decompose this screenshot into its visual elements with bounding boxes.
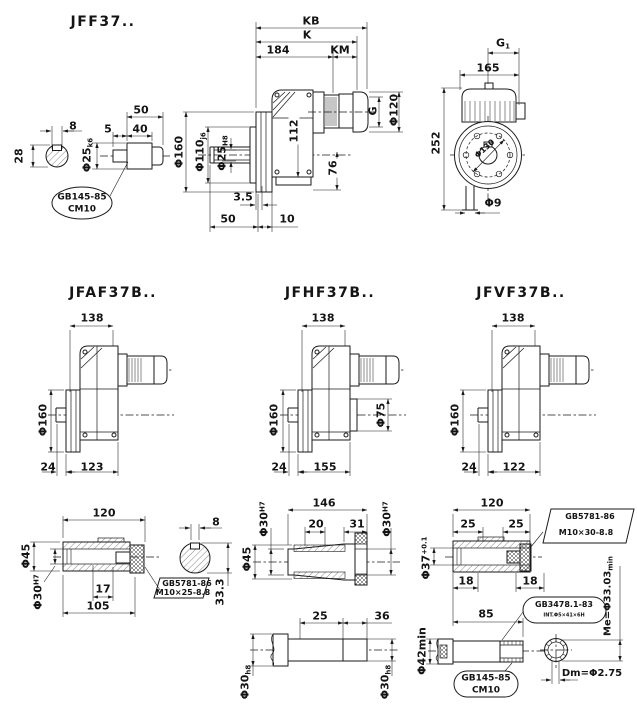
dim-label-76: 76: [326, 160, 340, 176]
dim-label-25-b: 25: [508, 517, 524, 531]
dim-label-18-b: 18: [522, 574, 538, 588]
dim-label-24-h: 24: [271, 460, 287, 474]
flag-bolt-line2: M10×25-8.8: [155, 588, 211, 597]
note-gb145-br-line2: CM10: [471, 685, 501, 696]
dim-label-dia75: Φ75: [374, 402, 388, 428]
tolerance-text: H7: [258, 501, 267, 513]
dim-label-138-v: 138: [501, 311, 525, 325]
dim-label-25-bm: 25: [312, 609, 328, 623]
dim-label-138-a: 138: [80, 311, 104, 325]
tolerance-text: h8: [244, 664, 253, 675]
dim-label-50-bottom: 50: [220, 212, 236, 226]
dim-label-5: 5: [104, 122, 112, 136]
dim-label-85: 85: [478, 607, 494, 621]
dim-label-dm: Dm=Φ2.75: [561, 668, 623, 679]
dim-label-146: 146: [312, 496, 336, 510]
dim-label-dia30h7-bl: [33, 574, 44, 609]
dim-label-24-v: 24: [461, 460, 477, 474]
dim-text: Φ37: [419, 554, 433, 580]
dim-text: Φ30: [31, 585, 45, 610]
title-jff37: JFF37..: [70, 14, 136, 30]
title-jfaf37b: JFAF37B..: [69, 285, 157, 301]
dim-label-dia42min: Φ42min: [415, 627, 429, 675]
dim-label-20: 20: [308, 517, 324, 531]
dim-text: Φ30: [257, 512, 271, 537]
dim-label-dia25k6: [81, 138, 94, 172]
dim-text: Me=Φ33.03: [602, 570, 614, 636]
note-gb145-line1: GB145-85: [57, 192, 107, 203]
dim-label-8-bl: 8: [212, 515, 220, 529]
dim-label-g1: [496, 37, 510, 50]
dim-label-kb: KB: [302, 14, 320, 28]
dim-label-155: 155: [313, 460, 337, 474]
dim-label-28: 28: [12, 148, 26, 164]
dim-label-dia160-h: Φ160: [267, 403, 281, 437]
dim-label-252: 252: [429, 131, 443, 155]
tolerance-text: h8: [384, 664, 393, 675]
dim-label-18-a: 18: [458, 574, 474, 588]
dim-label-122: 122: [502, 460, 526, 474]
dim-label-36: 36: [374, 609, 390, 623]
dim-label-25-a: 25: [460, 517, 476, 531]
tolerance-text: k6: [86, 137, 95, 148]
dim-label-17: 17: [95, 582, 111, 596]
tolerance-text: H7: [381, 501, 390, 513]
dim-label-g: G: [366, 106, 380, 116]
flag-bolt-line1: GB5781-86: [162, 579, 212, 588]
note-spline-line1: GB3478.1-83: [535, 600, 593, 609]
note-spline-line2: INT.Φ5×41×6H: [543, 612, 585, 619]
dim-text: Φ30: [380, 512, 394, 537]
dim-label-dia130: Φ130: [472, 137, 497, 160]
dim-label-8: 8: [69, 119, 77, 133]
dim-label-120-br: 120: [480, 496, 504, 510]
title-jfvf37b: JFVF37B..: [476, 285, 566, 301]
dim-label-dia160-main: Φ160: [172, 135, 186, 169]
dim-label-dia37: [421, 537, 432, 580]
dim-text: Φ30: [238, 674, 252, 700]
dim-label-k: K: [302, 28, 312, 42]
dim-label-3-5: 3.5: [233, 190, 253, 204]
dim-label-120-bl: 120: [92, 506, 116, 520]
note-gb145-br-line1: GB145-85: [461, 673, 511, 684]
dim-label-112: 112: [287, 119, 301, 143]
dim-label-dia30h7-left: [259, 501, 270, 536]
dim-label-dia9: Φ9: [484, 196, 502, 210]
tolerance-text: H7: [32, 574, 41, 586]
dim-text: Φ25: [215, 146, 229, 171]
dim-text: Φ25: [80, 147, 94, 173]
dim-label-138-h: 138: [311, 311, 335, 325]
tolerance-text: +0.1: [420, 536, 429, 555]
dim-label-123: 123: [80, 460, 104, 474]
dim-label-dia160-v: Φ160: [448, 403, 462, 437]
dim-label-dia30h8-right: [379, 665, 392, 700]
dim-label-40: 40: [132, 122, 148, 136]
dim-label-165: 165: [476, 61, 500, 75]
dim-label-km: KM: [330, 43, 350, 57]
dim-label-50: 50: [133, 103, 149, 117]
flag-bolt2-line1: GB5781-86: [565, 512, 615, 521]
tolerance-text: H8: [221, 135, 230, 147]
dim-label-31: 31: [349, 517, 365, 531]
dim-label-33-3: 33.3: [213, 578, 227, 606]
dim-label-dia25h8: [216, 135, 229, 170]
dim-label-dia160-a: Φ160: [36, 403, 50, 437]
dim-text: Φ110: [193, 139, 207, 172]
dim-label-me: [603, 556, 614, 636]
dim-label-105: 105: [86, 599, 110, 613]
tolerance-text: j6: [199, 132, 208, 140]
dim-text: G: [496, 36, 506, 50]
dim-label-dia30h7-right: [382, 501, 393, 536]
tolerance-text: min: [606, 556, 615, 571]
title-jfhf37b: JFHF37B..: [284, 285, 376, 301]
flag-bolt2-line2: M10×30-8.8: [558, 528, 614, 537]
dim-label-10: 10: [279, 212, 295, 226]
dim-text: Φ30: [378, 674, 392, 700]
dim-label-dia120: Φ120: [387, 93, 401, 127]
note-gb145-line2: CM10: [67, 204, 97, 215]
dim-label-dia110j6: [194, 132, 207, 172]
subscript-text: 1: [505, 42, 510, 51]
dim-label-184: 184: [266, 43, 290, 57]
dim-label-dia45-bm: Φ45: [240, 546, 254, 572]
dim-label-dia45-bl: Φ45: [19, 543, 33, 569]
dim-label-24-a: 24: [40, 460, 56, 474]
dim-label-dia30h8-left: [239, 665, 252, 700]
